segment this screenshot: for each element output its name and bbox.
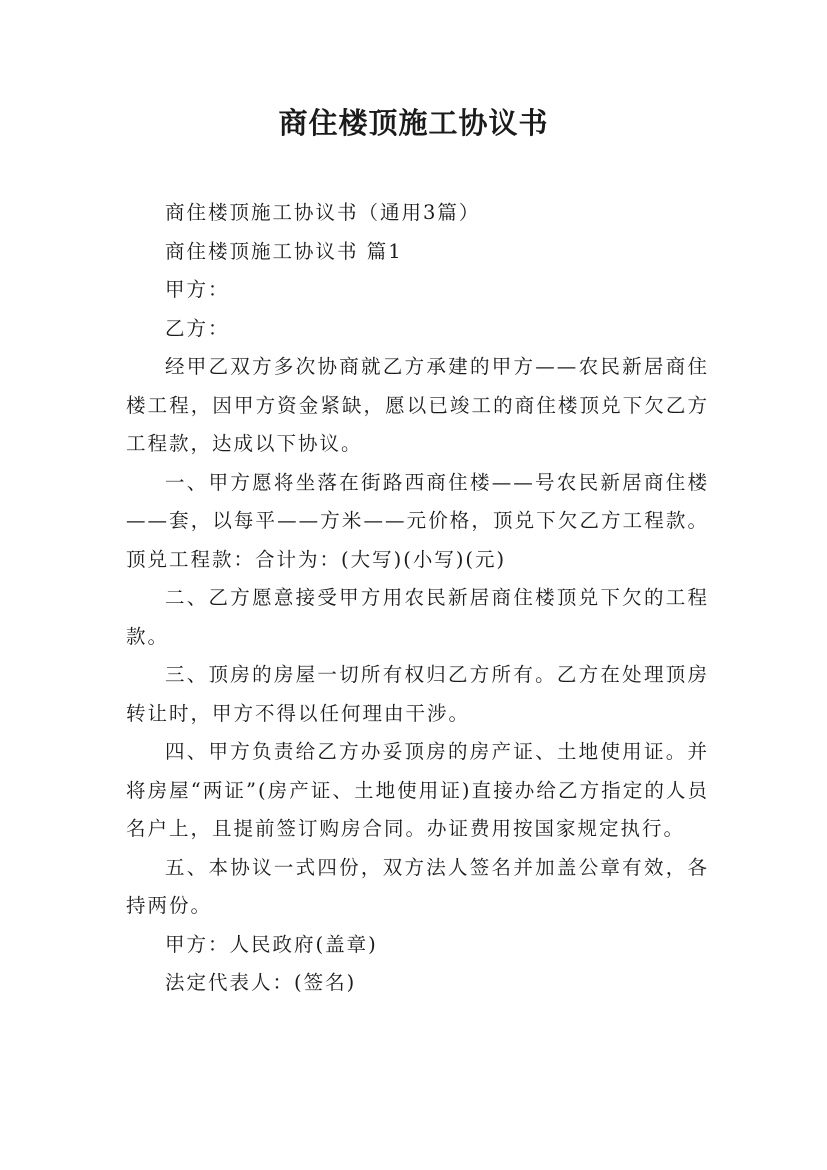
paragraph-signature-party-a: 甲方：人民政府(盖章)	[165, 932, 378, 956]
paragraph-clause-5: 五、本协议一式四份，双方法人签名并加盖公章有效，各持两份。	[126, 855, 709, 917]
paragraph-preamble: 经甲乙双方多次协商就乙方承建的甲方——农民新居商住楼工程，因甲方资金紧缺，愿以已竣工的商住楼顶兑下欠乙方工程款，达成以下协议。	[126, 355, 709, 455]
paragraph-legal-representative: 法定代表人：(签名)	[165, 971, 357, 994]
paragraph-party-b: 乙方：	[165, 316, 230, 340]
paragraph-clause-2: 二、乙方愿意接受甲方用农民新居商住楼顶兑下欠的工程款。	[126, 586, 709, 648]
paragraph-party-a: 甲方：	[165, 278, 230, 301]
paragraph-section-heading: 商住楼顶施工协议书 篇1	[165, 239, 403, 263]
paragraph-clause-1: 一、甲方愿将坐落在街路西商住楼——号农民新居商住楼——套，以每平——方米——元价格，顶兑下欠乙方工程款。顶兑工程款：合计为：(大写)(小写)(元)	[126, 470, 709, 571]
paragraph-clause-4: 四、甲方负责给乙方办妥顶房的房产证、土地使用证。并将房屋“两证”(房产证、土地使用证)直接办给乙方指定的人员名户上，且提前签订购房合同。办证费用按国家规定执行。	[126, 740, 709, 840]
document-body	[126, 194, 709, 1003]
paragraph-clause-3: 三、顶房的房屋一切所有权归乙方所有。乙方在处理顶房转让时，甲方不得以任何理由干涉。	[126, 663, 709, 725]
paragraph-subtitle: 商住楼顶施工协议书（通用3篇）	[165, 201, 481, 224]
document-title: 商住楼顶施工协议书	[278, 106, 549, 140]
